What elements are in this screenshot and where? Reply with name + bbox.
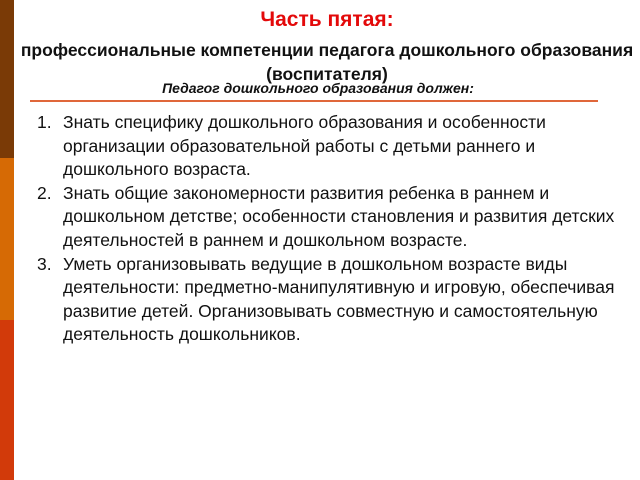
item-number: 1.	[37, 112, 52, 132]
item-text: Знать общие закономерности развития ребенка в раннем и дошкольном детстве; особенности становления и развития детских деятельностей в раннем и дошкольном возрасте.	[63, 182, 615, 250]
slide-subtitle: профессиональные компетенции педагога дошкольного образования (воспитателя)	[20, 40, 634, 84]
side-bar-segment-red	[0, 320, 14, 480]
side-bar-segment-orange	[0, 158, 14, 320]
item-number: 3.	[37, 253, 52, 274]
competency-list	[37, 111, 627, 347]
side-bar-segment-dark	[0, 0, 14, 158]
competency-item	[37, 111, 627, 182]
divider-line	[30, 100, 598, 102]
competency-item	[37, 253, 627, 347]
competency-item	[37, 182, 627, 253]
item-text: Уметь организовывать ведущие в дошкольном возрасте виды деятельности: предметно-манипулятивную и игровую, обеспечивая развитие детей. Организовывать совместную и самостоятельную деятельность дошкольников.	[63, 253, 615, 345]
slide-lead-text: Педагог дошкольного образования должен:	[162, 80, 474, 96]
item-number: 2.	[37, 182, 52, 203]
decorative-side-bar	[0, 0, 14, 480]
item-text: Знать специфику дошкольного образования и особенности организации образовательной работы с детьми раннего и дошкольного возраста.	[63, 112, 546, 180]
slide-title: Часть пятая:	[260, 8, 394, 31]
